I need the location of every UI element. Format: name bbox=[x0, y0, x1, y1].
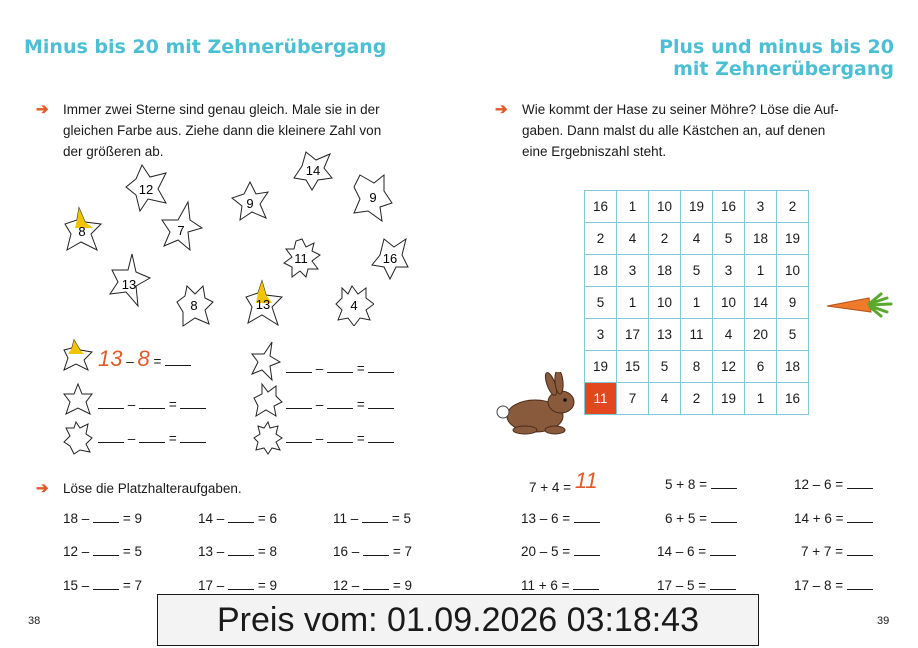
grid-equation bbox=[521, 510, 600, 526]
title-line: Plus und minus bis 20 bbox=[659, 36, 894, 58]
grid-equation bbox=[794, 476, 873, 492]
placeholder-equation bbox=[63, 543, 142, 559]
arrow-icon: ➔ bbox=[36, 101, 49, 118]
number-grid bbox=[584, 190, 809, 415]
grid-equation bbox=[657, 577, 736, 593]
placeholder-equation bbox=[63, 577, 142, 593]
grid-cell[interactable]: 4 bbox=[649, 383, 681, 415]
eq-left: 20 – 5 = bbox=[521, 544, 571, 559]
grid-cell[interactable]: 16 bbox=[585, 191, 617, 223]
star-equation bbox=[98, 396, 206, 412]
answer-blank[interactable] bbox=[139, 396, 165, 409]
grid-cell[interactable]: 2 bbox=[649, 223, 681, 255]
eq-left: 13 – bbox=[198, 544, 225, 559]
answer-blank[interactable] bbox=[98, 396, 124, 409]
minus-sign: – bbox=[127, 431, 136, 446]
grid-cell[interactable]: 10 bbox=[777, 255, 809, 287]
answer-blank[interactable] bbox=[286, 360, 312, 373]
grid-equation bbox=[794, 577, 873, 593]
grid-equation bbox=[521, 577, 599, 593]
grid-cell[interactable]: 6 bbox=[745, 351, 777, 383]
grid-equation bbox=[794, 510, 873, 526]
eq-left: 13 – 6 = bbox=[521, 511, 571, 526]
answer-blank[interactable] bbox=[847, 543, 873, 556]
eq-left: 6 + 5 = bbox=[665, 511, 708, 526]
answer-blank[interactable] bbox=[286, 396, 312, 409]
star-number: 13 bbox=[255, 297, 271, 312]
grid-cell[interactable]: 4 bbox=[681, 223, 713, 255]
placeholder-equation bbox=[198, 577, 277, 593]
price-banner: Preis vom: 01.09.2026 03:18:43 bbox=[157, 594, 759, 646]
star-number: 9 bbox=[369, 190, 377, 205]
grid-equation bbox=[529, 468, 598, 498]
answer-blank[interactable] bbox=[574, 543, 600, 556]
placeholder-equation bbox=[333, 577, 412, 593]
grid-equation bbox=[665, 510, 737, 526]
minus-sign: – bbox=[315, 397, 324, 412]
grid-cell[interactable]: 19 bbox=[585, 351, 617, 383]
answer-blank[interactable] bbox=[363, 577, 389, 590]
bunny-icon bbox=[495, 372, 585, 438]
grid-cell[interactable]: 3 bbox=[617, 255, 649, 287]
grid-cell[interactable]: 15 bbox=[617, 351, 649, 383]
answer-blank[interactable] bbox=[847, 476, 873, 489]
star-equation-example bbox=[98, 346, 191, 372]
grid-cell[interactable]: 1 bbox=[681, 287, 713, 319]
grid-cell[interactable]: 5 bbox=[713, 223, 745, 255]
answer-blank[interactable] bbox=[286, 430, 312, 443]
eq-right: = 7 bbox=[122, 578, 142, 593]
eq-left: 16 – bbox=[333, 544, 360, 559]
eq-right: = 9 bbox=[257, 578, 277, 593]
grid-cell[interactable]: 1 bbox=[617, 287, 649, 319]
answer-blank[interactable] bbox=[847, 510, 873, 523]
star-13[interactable] bbox=[108, 252, 152, 308]
answer-blank[interactable] bbox=[327, 396, 353, 409]
handwritten-answer: 13 bbox=[98, 346, 123, 371]
star-outline-icon bbox=[252, 382, 284, 418]
grid-cell[interactable]: 10 bbox=[649, 191, 681, 223]
grid-cell[interactable]: 5 bbox=[681, 255, 713, 287]
grid-cell[interactable]: 8 bbox=[681, 351, 713, 383]
star-equation bbox=[286, 360, 394, 376]
answer-blank[interactable] bbox=[368, 396, 394, 409]
answer-blank[interactable] bbox=[139, 430, 165, 443]
answer-blank[interactable] bbox=[363, 543, 389, 556]
grid-cell[interactable]: 14 bbox=[745, 287, 777, 319]
eq-right: = 9 bbox=[122, 511, 142, 526]
star-7[interactable] bbox=[160, 200, 204, 256]
grid-cell[interactable]: 17 bbox=[617, 319, 649, 351]
grid-cell[interactable]: 4 bbox=[617, 223, 649, 255]
instruction-line: gleichen Farbe aus. Ziehe dann die kleinere Zahl von bbox=[63, 123, 382, 138]
eq-right: = 6 bbox=[257, 511, 277, 526]
grid-equation bbox=[657, 543, 736, 559]
grid-row bbox=[585, 191, 809, 223]
star-number: 8 bbox=[190, 298, 198, 313]
grid-cell[interactable]: 2 bbox=[585, 223, 617, 255]
grid-cell[interactable]: 10 bbox=[713, 287, 745, 319]
grid-cell[interactable]: 2 bbox=[777, 191, 809, 223]
answer-blank[interactable] bbox=[228, 510, 254, 523]
answer-blank[interactable] bbox=[180, 430, 206, 443]
answer-blank[interactable] bbox=[93, 510, 119, 523]
star-8[interactable] bbox=[175, 284, 215, 328]
answer-blank[interactable] bbox=[180, 396, 206, 409]
grid-cell[interactable]: 18 bbox=[745, 223, 777, 255]
instruction-line: gaben. Dann malst du alle Kästchen an, auf denen bbox=[522, 123, 826, 138]
eq-left: 12 – bbox=[63, 544, 90, 559]
star-outline-icon bbox=[62, 338, 94, 372]
eq-left: 12 – bbox=[333, 578, 360, 593]
star-number: 9 bbox=[246, 196, 254, 211]
equals-sign: = bbox=[168, 397, 177, 412]
grid-row bbox=[585, 287, 809, 319]
grid-cell[interactable]: 2 bbox=[681, 383, 713, 415]
instruction-line: eine Ergebniszahl steht. bbox=[522, 144, 667, 159]
grid-cell[interactable]: 5 bbox=[649, 351, 681, 383]
minus-sign: – bbox=[126, 354, 134, 369]
grid-row bbox=[585, 383, 809, 415]
star-number: 13 bbox=[121, 277, 137, 292]
grid-equation bbox=[665, 476, 737, 492]
star-number: 11 bbox=[294, 251, 308, 266]
answer-blank[interactable] bbox=[228, 577, 254, 590]
right-page bbox=[459, 0, 918, 648]
grid-cell[interactable]: 18 bbox=[777, 351, 809, 383]
answer-blank[interactable] bbox=[93, 577, 119, 590]
answer-blank[interactable] bbox=[93, 543, 119, 556]
star-14[interactable] bbox=[292, 150, 334, 192]
page-number: 39 bbox=[877, 615, 890, 627]
grid-cell[interactable]: 5 bbox=[585, 287, 617, 319]
answer-blank[interactable] bbox=[710, 577, 736, 590]
eq-right: = 8 bbox=[257, 544, 277, 559]
grid-cell[interactable]: 1 bbox=[745, 383, 777, 415]
star-9[interactable] bbox=[352, 173, 394, 223]
eq-left: 7 + 4 = bbox=[529, 480, 572, 495]
star-11[interactable] bbox=[282, 237, 322, 279]
eq-left: 17 – 5 = bbox=[657, 578, 707, 593]
grid-cell[interactable]: 12 bbox=[713, 351, 745, 383]
star-number: 12 bbox=[138, 182, 154, 197]
handwritten-answer[interactable]: 11 bbox=[574, 468, 598, 493]
page-number: 38 bbox=[28, 615, 41, 627]
grid-cell[interactable]: 3 bbox=[713, 255, 745, 287]
grid-cell[interactable]: 5 bbox=[777, 319, 809, 351]
answer-blank[interactable] bbox=[228, 543, 254, 556]
star-number: 4 bbox=[350, 298, 358, 313]
carrot-icon bbox=[825, 290, 895, 320]
placeholder-equation bbox=[333, 510, 411, 526]
instruction-line: Immer zwei Sterne sind genau gleich. Male sie in der bbox=[63, 102, 380, 117]
eq-right: = 7 bbox=[392, 544, 412, 559]
grid-row bbox=[585, 351, 809, 383]
grid-cell[interactable]: 1 bbox=[617, 191, 649, 223]
eq-right: = 9 bbox=[392, 578, 412, 593]
eq-left: 17 – bbox=[198, 578, 225, 593]
answer-blank[interactable] bbox=[327, 360, 353, 373]
eq-right: = 5 bbox=[122, 544, 142, 559]
grid-cell[interactable]: 7 bbox=[617, 383, 649, 415]
eq-left: 12 – 6 = bbox=[794, 477, 844, 492]
minus-sign: – bbox=[127, 397, 136, 412]
answer-blank[interactable] bbox=[98, 430, 124, 443]
answer-blank[interactable] bbox=[710, 543, 736, 556]
star-8[interactable] bbox=[63, 206, 103, 252]
equals-sign: = bbox=[153, 354, 162, 369]
answer-blank[interactable] bbox=[165, 353, 191, 366]
equals-sign: = bbox=[356, 397, 365, 412]
eq-left: 17 – 8 = bbox=[794, 578, 844, 593]
answer-blank[interactable] bbox=[573, 577, 599, 590]
grid-cell[interactable]: 18 bbox=[649, 255, 681, 287]
answer-blank[interactable] bbox=[847, 577, 873, 590]
grid-cell[interactable]: 10 bbox=[649, 287, 681, 319]
answer-blank[interactable] bbox=[711, 510, 737, 523]
answer-blank[interactable] bbox=[711, 476, 737, 489]
grid-cell[interactable]: 20 bbox=[745, 319, 777, 351]
eq-left: 15 – bbox=[63, 578, 90, 593]
answer-blank[interactable] bbox=[368, 360, 394, 373]
task2-instruction: Löse die Platzhalteraufgaben. bbox=[63, 481, 242, 496]
task1-instruction bbox=[522, 99, 839, 162]
grid-cell[interactable]: 16 bbox=[777, 383, 809, 415]
equals-sign: = bbox=[168, 431, 177, 446]
answer-blank[interactable] bbox=[574, 510, 600, 523]
instruction-line: der größeren ab. bbox=[63, 144, 164, 159]
star-equation bbox=[286, 396, 394, 412]
equals-sign: = bbox=[356, 361, 365, 376]
grid-equation bbox=[801, 543, 873, 559]
arrow-icon: ➔ bbox=[36, 480, 49, 497]
grid-cell[interactable]: 16 bbox=[713, 191, 745, 223]
handwritten-answer: 8 bbox=[137, 346, 150, 371]
placeholder-equation bbox=[198, 510, 277, 526]
grid-cell[interactable]: 11 bbox=[681, 319, 713, 351]
star-16[interactable] bbox=[370, 237, 410, 281]
answer-blank[interactable] bbox=[362, 510, 388, 523]
star-outline-icon bbox=[62, 382, 94, 416]
grid-cell[interactable]: 11 bbox=[585, 383, 617, 415]
grid-cell[interactable]: 13 bbox=[649, 319, 681, 351]
grid-cell[interactable]: 18 bbox=[585, 255, 617, 287]
star-number: 8 bbox=[78, 224, 86, 239]
grid-cell[interactable]: 3 bbox=[745, 191, 777, 223]
star-9[interactable] bbox=[230, 180, 270, 222]
eq-right: = 5 bbox=[391, 511, 411, 526]
star-13[interactable] bbox=[244, 279, 284, 327]
arrow-icon: ➔ bbox=[495, 101, 508, 118]
eq-left: 11 + 6 = bbox=[521, 578, 570, 593]
grid-equation bbox=[521, 543, 600, 559]
eq-left: 14 – bbox=[198, 511, 225, 526]
grid-row bbox=[585, 223, 809, 255]
star-equation bbox=[98, 430, 206, 446]
eq-left: 5 + 8 = bbox=[665, 477, 708, 492]
grid-cell[interactable]: 19 bbox=[777, 223, 809, 255]
eq-left: 7 + 7 = bbox=[801, 544, 844, 559]
eq-left: 14 – 6 = bbox=[657, 544, 707, 559]
grid-cell[interactable]: 4 bbox=[713, 319, 745, 351]
grid-cell[interactable]: 19 bbox=[713, 383, 745, 415]
placeholder-equation bbox=[63, 510, 142, 526]
answer-blank[interactable] bbox=[327, 430, 353, 443]
placeholder-equation bbox=[198, 543, 277, 559]
grid-row bbox=[585, 255, 809, 287]
star-number: 14 bbox=[305, 163, 321, 178]
grid-cell[interactable]: 3 bbox=[585, 319, 617, 351]
answer-blank[interactable] bbox=[368, 430, 394, 443]
star-number: 7 bbox=[177, 223, 185, 238]
minus-sign: – bbox=[315, 431, 324, 446]
equals-sign: = bbox=[356, 431, 365, 446]
minus-sign: – bbox=[315, 361, 324, 376]
instruction-line: Wie kommt der Hase zu seiner Möhre? Löse die Auf- bbox=[522, 102, 839, 117]
grid-cell[interactable]: 19 bbox=[681, 191, 713, 223]
star-number: 16 bbox=[382, 251, 398, 266]
star-outline-icon bbox=[252, 420, 284, 456]
grid-row bbox=[585, 319, 809, 351]
star-outline-icon bbox=[62, 420, 94, 456]
eq-left: 11 – bbox=[333, 511, 359, 526]
eq-left: 18 – bbox=[63, 511, 90, 526]
right-page-title bbox=[659, 36, 894, 80]
left-page-title: Minus bis 20 mit Zehnerübergang bbox=[24, 36, 387, 58]
grid-cell[interactable]: 1 bbox=[745, 255, 777, 287]
eq-left: 14 + 6 = bbox=[794, 511, 844, 526]
star-equation bbox=[286, 430, 394, 446]
star-4[interactable] bbox=[334, 284, 374, 326]
grid-cell[interactable]: 9 bbox=[777, 287, 809, 319]
title-line: mit Zehnerübergang bbox=[673, 58, 894, 80]
placeholder-equation bbox=[333, 543, 412, 559]
star-outline-icon bbox=[250, 340, 282, 382]
